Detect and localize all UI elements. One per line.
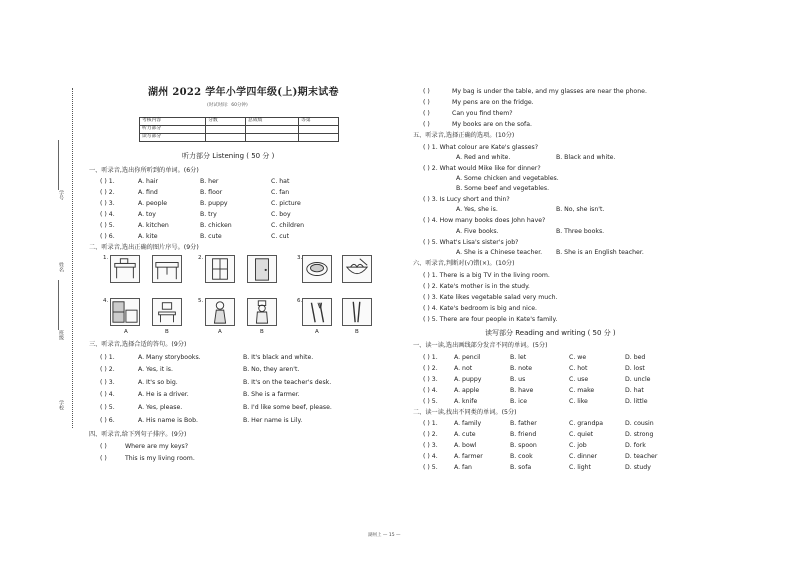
binding-label-class: 班级 — [58, 330, 64, 340]
score-cell: 听力部分 — [140, 126, 206, 134]
food-bowl-picture[interactable] — [302, 255, 332, 283]
option-c[interactable]: C. grandpa — [569, 420, 604, 427]
option-a[interactable]: A. His name is Bob. — [138, 417, 198, 424]
option-b[interactable]: B. us — [510, 376, 526, 383]
option-d[interactable]: D. little — [625, 398, 648, 405]
option-b[interactable]: B. It's black and white. — [243, 354, 314, 361]
option-a[interactable]: A. hair — [138, 178, 159, 185]
option-b[interactable]: B. I'd like some beef, please. — [243, 404, 332, 411]
knife-fork-picture[interactable] — [302, 298, 332, 326]
table-picture[interactable] — [152, 255, 182, 283]
option-b[interactable]: B. Black and white. — [556, 154, 616, 161]
option-d[interactable]: D. teacher — [625, 453, 658, 460]
sentence: Can you find them? — [452, 110, 513, 117]
desk-picture[interactable] — [110, 255, 140, 283]
option-b[interactable]: B. No, she isn't. — [556, 206, 605, 213]
option-d[interactable]: D. uncle — [625, 376, 651, 383]
option-d[interactable]: D. cousin — [625, 420, 654, 427]
option-b[interactable]: B. try — [200, 211, 217, 218]
option-a[interactable]: A. She is a Chinese teacher. — [456, 249, 543, 256]
option-a[interactable]: A. kite — [138, 233, 158, 240]
question[interactable]: ( ) 5. What's Lisa's sister's job? — [423, 239, 519, 246]
score-cell: 读写部分 — [140, 134, 206, 142]
option-a[interactable]: A. Red and white. — [456, 154, 511, 161]
order-blank[interactable]: ( ) — [100, 443, 107, 450]
binding-label-name: 姓名 — [58, 262, 64, 272]
judgement-item[interactable]: ( ) 4. Kate's bedroom is big and nice. — [423, 305, 538, 312]
option-a[interactable]: A. not — [454, 365, 473, 372]
question[interactable]: ( ) 1. What colour are Kate's glasses? — [423, 144, 539, 151]
option-a[interactable]: A. puppy — [454, 376, 482, 383]
sentence: My bag is under the table, and my glasses are near the phone. — [452, 88, 647, 95]
window-picture[interactable] — [205, 255, 235, 283]
noodle-bowl-picture[interactable] — [342, 255, 372, 283]
option-b[interactable]: B. It's on the teacher's desk. — [243, 379, 332, 386]
option-b[interactable]: B. spoon — [510, 442, 537, 449]
picture-number: 5. — [198, 298, 204, 304]
option-a[interactable]: A. bowl — [454, 442, 477, 449]
option-b[interactable]: B. She is a farmer. — [243, 391, 300, 398]
listening-s6-title: 六、听录音,判断对(√)错(×)。(10分) — [413, 260, 515, 267]
binding-label-school: 学校 — [58, 400, 64, 410]
sentence: Where are my keys? — [125, 443, 188, 450]
question-number[interactable]: ( ) 1. — [423, 420, 438, 427]
sentence: My books are on the sofa. — [452, 121, 532, 128]
option-c[interactable]: C. make — [569, 387, 595, 394]
score-input-cell[interactable] — [246, 126, 299, 134]
option-c[interactable]: C. cut — [271, 233, 290, 240]
option-d[interactable]: D. study — [625, 464, 651, 471]
judgement-item[interactable]: ( ) 1. There is a big TV in the living room. — [423, 272, 550, 279]
question-number[interactable]: ( ) 2. — [423, 365, 438, 372]
cook-picture[interactable] — [247, 298, 277, 326]
binding-cut-line — [58, 140, 59, 190]
question-number[interactable]: ( ) 5. — [423, 398, 438, 405]
option-b[interactable]: B. puppy — [200, 200, 228, 207]
option-a[interactable]: A. people — [138, 200, 168, 207]
option-c[interactable]: C. quiet — [569, 431, 594, 438]
option-a[interactable]: A. find — [138, 189, 158, 196]
order-blank[interactable]: ( ) — [423, 121, 430, 128]
score-cell: 考核内容 — [140, 118, 206, 126]
question-number[interactable]: ( ) 2. — [100, 189, 115, 196]
picture-number: 3. — [297, 255, 303, 261]
listening-s5-title: 五、听录音,选择正确的选项。(10分) — [413, 132, 515, 139]
option-a[interactable]: A. Five books. — [456, 228, 499, 235]
question-number[interactable]: ( ) 2. — [100, 366, 115, 373]
question-number[interactable]: ( ) 6. — [100, 233, 115, 240]
score-cell: 等第 — [299, 118, 339, 126]
option-b[interactable]: B. let — [510, 354, 527, 361]
listening-s4-title: 四、听录音,给下列句子排序。(9分) — [89, 431, 187, 438]
option-d[interactable]: D. strong — [625, 431, 654, 438]
picture-number: 2. — [198, 255, 204, 261]
option-b[interactable]: B. chicken — [200, 222, 232, 229]
option-a[interactable]: A. pencil — [454, 354, 481, 361]
option-c[interactable]: C. boy — [271, 211, 291, 218]
reading-s1-title: 一、读一读,选出画线部分发音不同的单词。(5分) — [413, 342, 548, 349]
score-input-cell[interactable] — [206, 126, 246, 134]
option-a[interactable]: A. It's so big. — [138, 379, 178, 386]
option-c[interactable]: C. hat — [271, 178, 290, 185]
option-a[interactable]: A. Many storybooks. — [138, 354, 201, 361]
option-a[interactable]: A. farmer — [454, 453, 483, 460]
option-a[interactable]: A. cute — [454, 431, 476, 438]
sentence: My pens are on the fridge. — [452, 99, 534, 106]
kitchen-picture[interactable] — [110, 298, 140, 326]
option-c[interactable]: C. picture — [271, 200, 301, 207]
picture-number: 1. — [103, 255, 109, 261]
question[interactable]: ( ) 2. What would Mike like for dinner? — [423, 165, 541, 172]
option-b[interactable]: B. floor — [200, 189, 223, 196]
option-b[interactable]: B. have — [510, 387, 534, 394]
question-number[interactable]: ( ) 4. — [423, 453, 438, 460]
option-c[interactable]: C. we — [569, 354, 587, 361]
question[interactable]: ( ) 4. How many books does John have? — [423, 217, 546, 224]
score-table — [139, 117, 339, 142]
option-c[interactable]: C. hot — [569, 365, 588, 372]
option-label-a: A — [218, 329, 222, 335]
option-c[interactable]: C. fan — [271, 189, 290, 196]
option-a[interactable]: A. Yes, it is. — [138, 366, 173, 373]
option-b[interactable]: B. friend — [510, 431, 537, 438]
question-number[interactable]: ( ) 5. — [423, 464, 438, 471]
score-input-cell[interactable] — [246, 134, 299, 142]
question-number[interactable]: ( ) 3. — [423, 442, 438, 449]
option-label-b: B — [165, 329, 169, 335]
question-number[interactable]: ( ) 4. — [100, 211, 115, 218]
judgement-item[interactable]: ( ) 3. Kate likes vegetable salad very much. — [423, 294, 558, 301]
option-c[interactable]: C. children — [271, 222, 305, 229]
question-number[interactable]: ( ) 4. — [423, 387, 438, 394]
binding-label-student-id: 学号 — [58, 190, 64, 200]
option-label-b: B — [260, 329, 264, 335]
option-a[interactable]: A. fan — [454, 464, 472, 471]
question-number[interactable]: ( ) 4. — [100, 391, 115, 398]
option-b[interactable]: B. cook — [510, 453, 533, 460]
option-b[interactable]: B. Three books. — [556, 228, 605, 235]
exam-title: 湖州 2022 学年小学四年级(上)期末试卷 — [148, 87, 339, 98]
option-a[interactable]: A. Yes, please. — [138, 404, 183, 411]
option-c[interactable]: C. like — [569, 398, 588, 405]
option-d[interactable]: D. hat — [625, 387, 644, 394]
option-label-b: B — [355, 329, 359, 335]
option-a[interactable]: A. Yes, she is. — [456, 206, 498, 213]
question[interactable]: ( ) 3. Is Lucy short and thin? — [423, 196, 510, 203]
option-b[interactable]: B. Her name is Lily. — [243, 417, 303, 424]
option-a[interactable]: A. apple — [454, 387, 480, 394]
order-blank[interactable]: ( ) — [423, 99, 430, 106]
listening-section-title: 听力部分 Listening ( 50 分 ) — [182, 152, 275, 160]
listening-s2-title: 二、听录音,选出正确的图片序号。(9分) — [89, 244, 199, 251]
option-label-a: A — [124, 329, 128, 335]
option-c[interactable]: C. dinner — [569, 453, 598, 460]
order-blank[interactable]: ( ) — [423, 110, 430, 117]
reading-section-title: 读写部分 Reading and writing ( 50 分 ) — [485, 329, 616, 337]
exam-subtitle: (时试时间：60分钟) — [207, 103, 248, 108]
order-blank[interactable]: ( ) — [100, 455, 107, 462]
question-number[interactable]: ( ) 3. — [100, 200, 115, 207]
option-label-a: A — [315, 329, 319, 335]
question-number[interactable]: ( ) 6. — [100, 417, 115, 424]
judgement-item[interactable]: ( ) 5. There are four people in Kate's family. — [423, 316, 558, 323]
option-c[interactable]: C. job — [569, 442, 587, 449]
question-number[interactable]: ( ) 1. — [100, 178, 115, 185]
dining-room-picture[interactable] — [152, 298, 182, 326]
chopsticks-picture[interactable] — [342, 298, 372, 326]
score-input-cell[interactable] — [299, 134, 339, 142]
option-c[interactable]: C. use — [569, 376, 589, 383]
option-a[interactable]: A. toy — [138, 211, 156, 218]
option-a[interactable]: A. kitchen — [138, 222, 169, 229]
question-number[interactable]: ( ) 1. — [100, 354, 115, 361]
binding-dotted-line — [72, 88, 73, 428]
reading-s2-title: 二、读一读,找出不同类的单词。(5分) — [413, 409, 517, 416]
page-footer: 湖州上 — 15 — — [368, 533, 401, 538]
question-number[interactable]: ( ) 5. — [100, 404, 115, 411]
option-a[interactable]: A. knife — [454, 398, 478, 405]
score-cell: 总成绩 — [246, 118, 299, 126]
option-b[interactable]: B. No, they aren't. — [243, 366, 300, 373]
judgement-item[interactable]: ( ) 2. Kate's mother is in the study. — [423, 283, 530, 290]
door-picture[interactable] — [247, 255, 277, 283]
option-b[interactable]: B. She is an English teacher. — [556, 249, 644, 256]
score-cell: 分数 — [206, 118, 246, 126]
listening-s3-title: 三、听录音,选择合适的答句。(9分) — [89, 341, 187, 348]
question-number[interactable]: ( ) 1. — [423, 354, 438, 361]
option-b[interactable]: B. her — [200, 178, 219, 185]
option-a[interactable]: A. Some chicken and vegetables. — [456, 175, 559, 182]
option-b[interactable]: B. cute — [200, 233, 222, 240]
score-input-cell[interactable] — [206, 134, 246, 142]
binding-cut-line — [58, 280, 59, 330]
option-c[interactable]: C. light — [569, 464, 591, 471]
question-number[interactable]: ( ) 5. — [100, 222, 115, 229]
option-d[interactable]: D. fork — [625, 442, 646, 449]
option-d[interactable]: D. lost — [625, 365, 645, 372]
sentence: This is my living room. — [125, 455, 195, 462]
listening-s1-title: 一、听录音,选出你所听到的单词。(6分) — [89, 167, 199, 174]
score-input-cell[interactable] — [299, 126, 339, 134]
option-a[interactable]: A. He is a driver. — [138, 391, 189, 398]
question-number[interactable]: ( ) 3. — [100, 379, 115, 386]
option-b[interactable]: B. ice — [510, 398, 528, 405]
question-number[interactable]: ( ) 2. — [423, 431, 438, 438]
option-b[interactable]: B. sofa — [510, 464, 532, 471]
option-d[interactable]: D. bed — [625, 354, 646, 361]
option-b[interactable]: B. note — [510, 365, 533, 372]
picture-number: 4. — [103, 298, 109, 304]
order-blank[interactable]: ( ) — [423, 88, 430, 95]
question-number[interactable]: ( ) 3. — [423, 376, 438, 383]
option-a[interactable]: A. family — [454, 420, 482, 427]
option-b[interactable]: B. Some beef and vegetables. — [456, 185, 550, 192]
woman-picture[interactable] — [205, 298, 235, 326]
option-b[interactable]: B. father — [510, 420, 537, 427]
picture-number: 6. — [297, 298, 303, 304]
